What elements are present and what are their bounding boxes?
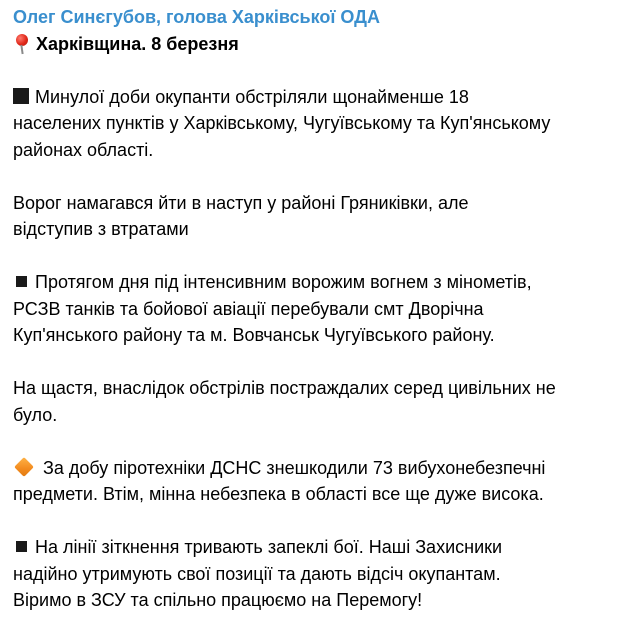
paragraph-gap <box>13 349 619 376</box>
orange-diamond-icon <box>13 457 35 477</box>
paragraph-shelling <box>13 84 619 164</box>
paragraph-line: На щастя, внаслідок обстрілів постраждалих серед цивільних не <box>13 378 556 398</box>
paragraph-intense-fire <box>13 269 619 349</box>
dateline-text: Харківщина. 8 березня <box>36 34 239 54</box>
paragraph-line: За добу піротехніки ДСНС знешкодили 73 вибухонебезпечні <box>43 457 546 478</box>
paragraph-gap <box>13 57 619 84</box>
paragraph-gap <box>13 508 619 535</box>
paragraph-line: Куп'янського району та м. Вовчанськ Чугуївського району. <box>13 325 495 345</box>
paragraph-line: Минулої доби окупанти обстріляли щонайменше 18 <box>35 86 469 107</box>
channel-name[interactable]: Олег Синєгубов, голова Харківської ОДА <box>13 7 381 27</box>
paragraph-line: населених пунктів у Харківському, Чугуївському та Куп'янському <box>13 113 551 133</box>
paragraph-no-casualties <box>13 375 619 428</box>
paragraph-line: було. <box>13 404 58 425</box>
paragraph-line: РСЗВ танків та бойової авіації перебували смт Дворічна <box>13 298 484 319</box>
black-large-square-icon <box>13 88 29 104</box>
paragraph-line: На лінії зіткнення тривають запеклі бої. Наші Захисники <box>35 537 503 557</box>
paragraph-line: відступив з втратами <box>13 219 189 239</box>
paragraph-line: Віримо в ЗСУ та спільно працюємо на Перемогу! <box>13 590 423 610</box>
paragraph-line: районах області. <box>13 139 154 160</box>
paragraph-line: Ворог намагався йти в наступ у районі Гряниківки, але <box>13 192 469 213</box>
round-pushpin-icon <box>13 33 31 55</box>
paragraph-demining <box>13 455 619 508</box>
paragraph-gap <box>13 243 619 270</box>
ukraine-flag-icon <box>424 590 448 608</box>
paragraph-gap <box>13 163 619 190</box>
paragraph-line: Протягом дня під інтенсивним ворожим вогнем з мінометів, <box>35 272 532 292</box>
black-small-square-icon <box>16 276 27 287</box>
paragraph-frontline <box>13 534 619 614</box>
paragraph-enemy-attack <box>13 190 619 243</box>
paragraph-line: надійно утримують свої позиції та дають відсіч окупантам. <box>13 563 501 584</box>
post-dateline <box>13 31 619 57</box>
paragraph-line: предмети. Втім, мінна небезпека в області все ще дуже висока. <box>13 484 544 504</box>
telegram-post <box>13 6 619 630</box>
paragraph-gap <box>13 428 619 455</box>
black-small-square-icon <box>16 541 27 552</box>
